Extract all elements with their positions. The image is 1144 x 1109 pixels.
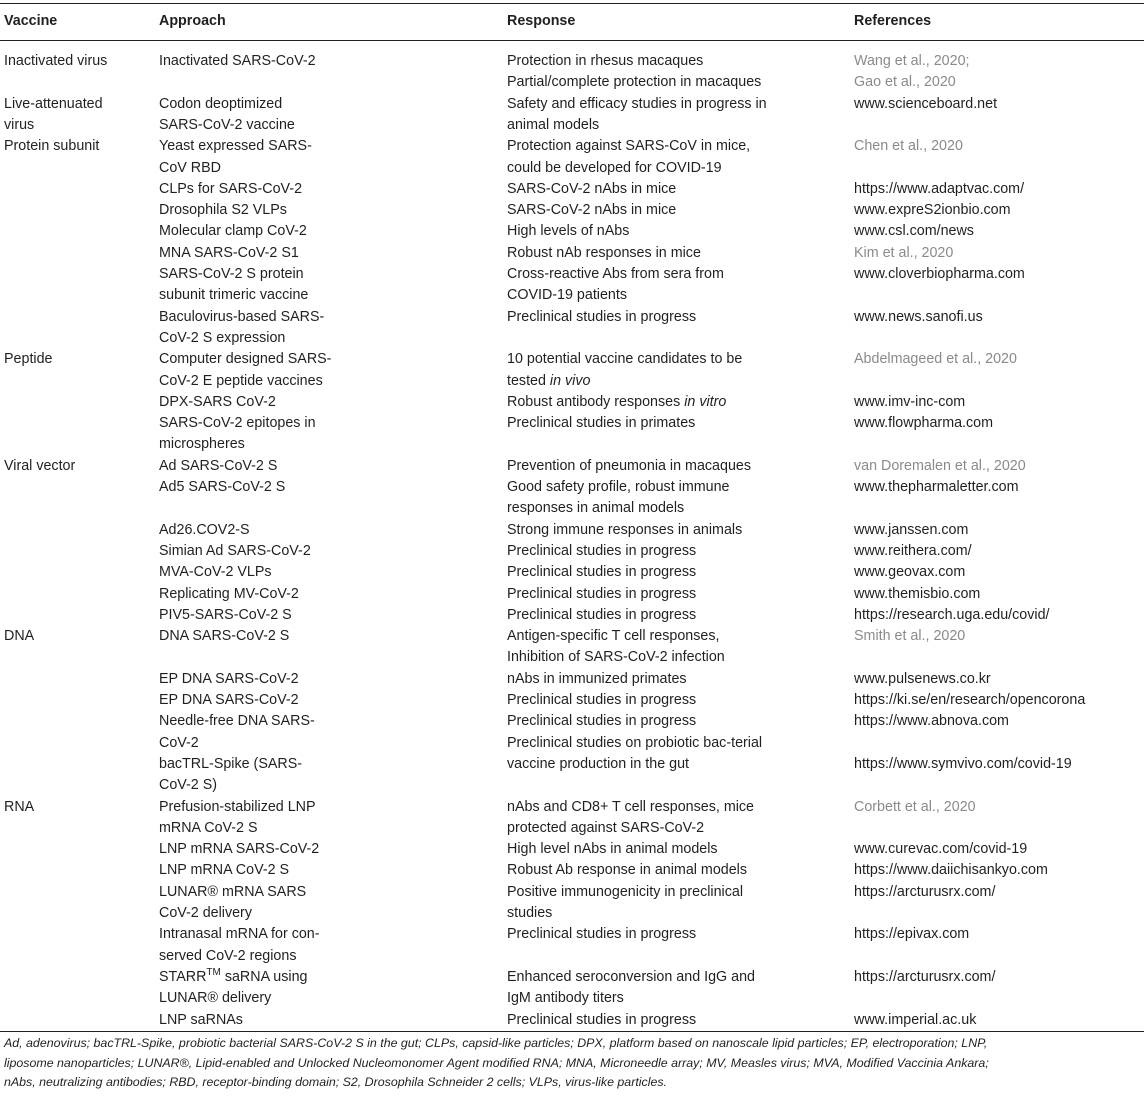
response-cell: [507, 94, 767, 115]
approach-text: LNP saRNAs: [159, 1011, 243, 1028]
response-cell: [507, 392, 726, 413]
approach-text: MVA-CoV-2 VLPs: [159, 564, 272, 581]
reference-url: www.pulsenews.co.kr: [854, 670, 991, 687]
response-text: SARS-CoV-2 nAbs in mice: [507, 202, 677, 219]
reference-url: https://research.uga.edu/covid/: [854, 606, 1050, 623]
response-text: studies: [507, 905, 553, 921]
response-text: Safety and efficacy studies in progress in: [507, 95, 767, 112]
response-cell: [507, 158, 722, 179]
response-cell: [507, 903, 552, 924]
vaccine-cell: Peptide: [4, 351, 53, 368]
vaccine-cell: DNA: [4, 628, 35, 645]
response-text: Robust antibody responses: [507, 393, 685, 410]
reference-url: https://www.daiichisankyo.com: [854, 862, 1048, 879]
approach-cell: [159, 605, 292, 626]
approach-cell: [159, 584, 299, 605]
approach-cell: [159, 136, 312, 157]
response-cell: [507, 924, 696, 945]
response-cell: [507, 456, 751, 477]
response-cell: [507, 839, 718, 860]
approach-text: Computer designed SARS-: [159, 351, 332, 368]
approach-text: DNA SARS-CoV-2 S: [159, 628, 290, 645]
response-italic: in vitro: [684, 393, 727, 410]
response-text: Partial/complete protection in macaques: [507, 74, 762, 91]
response-text: Protection against SARS-CoV in mice,: [507, 138, 751, 155]
approach-text: SARS-CoV-2 S protein: [159, 266, 304, 282]
reference-url: www.janssen.com: [854, 521, 969, 538]
response-cell: [507, 498, 684, 519]
response-cell: [507, 626, 719, 647]
approach-text: CoV-2 E peptide vaccines: [159, 372, 323, 389]
response-cell: [507, 477, 730, 498]
approach-text: LNP mRNA SARS-CoV-2: [159, 841, 320, 858]
approach-cell: [159, 903, 252, 924]
response-cell: [507, 371, 590, 392]
reference-url: www.thepharmaletter.com: [854, 479, 1019, 495]
approach-text: mRNA CoV-2 S: [159, 819, 258, 836]
approach-text: LUNAR® delivery: [159, 990, 272, 1007]
response-cell: [507, 136, 750, 157]
approach-text: CoV-2 S expression: [159, 329, 286, 346]
reference-url: https://arcturusrx.com/: [854, 968, 996, 985]
reference-url: www.news.sanofi.us: [854, 308, 983, 325]
approach-cell: [159, 626, 289, 647]
response-text: animal models: [507, 116, 600, 133]
approach-text: CoV-2: [159, 734, 199, 751]
response-cell: [507, 200, 676, 221]
approach-cell: [159, 221, 307, 242]
citation-link[interactable]: Chen et al., 2020: [854, 138, 963, 155]
reference-url: www.themisbio.com: [854, 585, 981, 602]
response-text: Strong immune responses in animals: [507, 521, 743, 538]
response-text: Preclinical studies on probiotic bac-terial: [507, 734, 763, 751]
response-cell: [507, 669, 687, 690]
response-text: Cross-reactive Abs from sera from: [507, 266, 724, 282]
response-cell: [507, 754, 689, 775]
response-cell: [507, 285, 627, 306]
approach-cell: [159, 946, 296, 967]
approach-text: Molecular clamp CoV-2: [159, 223, 307, 240]
reference-url: www.csl.com/news: [854, 223, 974, 240]
approach-text: subunit trimeric vaccine: [159, 287, 309, 304]
approach-text: EP DNA SARS-CoV-2: [159, 670, 299, 687]
approach-text: Codon deoptimized: [159, 95, 283, 112]
approach-cell: [159, 711, 315, 732]
response-text: Enhanced seroconversion and IgG and: [507, 968, 755, 985]
response-cell: [507, 179, 676, 200]
response-italic: in vivo: [549, 372, 591, 389]
approach-cell: [159, 115, 295, 136]
response-text: could be developed for COVID-19: [507, 159, 722, 176]
approach-cell: [159, 158, 221, 179]
approach-text: Intranasal mRNA for con-: [159, 926, 320, 943]
header-vaccine: Vaccine: [4, 13, 58, 29]
approach-cell: [159, 988, 271, 1009]
response-text: Robust nAb responses in mice: [507, 244, 701, 261]
response-cell: [507, 818, 704, 839]
citation-link[interactable]: van Doremalen et al., 2020: [854, 457, 1026, 474]
response-text: Protection in rhesus macaques: [507, 53, 704, 69]
response-cell: [507, 562, 696, 583]
response-text: High levels of nAbs: [507, 223, 630, 240]
approach-cell: [159, 328, 285, 349]
response-text: Preclinical studies in progress: [507, 1011, 697, 1028]
approach-cell: [159, 51, 316, 72]
reference-url: www.scienceboard.net: [854, 95, 998, 112]
reference-url: https://www.symvivo.com/covid-19: [854, 755, 1072, 772]
reference-url: https://www.abnova.com: [854, 713, 1009, 730]
approach-cell: [159, 477, 285, 498]
approach-text: SARS-CoV-2 vaccine: [159, 116, 295, 133]
response-text: Good safety profile, robust immune: [507, 479, 730, 495]
approach-text: LNP mRNA CoV-2 S: [159, 862, 290, 879]
footnote-line: Ad, adenovirus; bacTRL-Spike, probiotic bacterial SARS-CoV-2 S in the gut; CLPs, capsid-like particles; DPX, platform based on nanoscale lipid particles; EP, electroporation; LNP,: [4, 1036, 988, 1050]
reference-url: www.imperial.ac.uk: [854, 1011, 977, 1028]
approach-text-tail: saRNA using: [220, 968, 308, 985]
response-cell: [507, 51, 703, 72]
response-cell: [507, 520, 742, 541]
approach-text: Ad26.COV2-S: [159, 521, 250, 538]
header-approach: Approach: [159, 13, 226, 29]
approach-cell: [159, 200, 287, 221]
approach-cell: [159, 924, 320, 945]
approach-cell: [159, 243, 299, 264]
approach-cell: [159, 818, 258, 839]
approach-cell: [159, 349, 331, 370]
response-text: Preclinical studies in progress: [507, 926, 697, 943]
reference-url: https://ki.se/en/research/opencorona: [854, 692, 1086, 708]
citation-link[interactable]: Kim et al., 2020: [854, 244, 954, 261]
response-text: Inhibition of SARS-CoV-2 infection: [507, 649, 725, 666]
approach-cell: [159, 754, 302, 775]
response-cell: [507, 541, 696, 562]
footnote-line: nAbs, neutralizing antibodies; RBD, receptor-binding domain; S2, Drosophila Schneider 2 cells; VLPs, virus-like particles.: [4, 1075, 668, 1089]
approach-cell: [159, 690, 299, 711]
approach-text: Needle-free DNA SARS-: [159, 713, 315, 730]
approach-cell: [159, 882, 306, 903]
approach-text: CLPs for SARS-CoV-2: [159, 180, 303, 197]
response-cell: [507, 72, 761, 93]
response-text: responses in animal models: [507, 500, 685, 517]
citation-link[interactable]: Abdelmageed et al., 2020: [854, 351, 1017, 368]
reference-url: www.imv-inc-com: [854, 393, 966, 410]
response-text: 10 potential vaccine candidates to be: [507, 351, 743, 368]
response-text: Preclinical studies in progress: [507, 713, 697, 730]
reference-url: https://arcturusrx.com/: [854, 883, 996, 900]
approach-cell: [159, 307, 324, 328]
approach-cell: [159, 456, 277, 477]
vaccine-cell: Protein subunit: [4, 138, 100, 155]
approach-cell: [159, 520, 250, 541]
reference-url: www.flowpharma.com: [854, 415, 994, 432]
approach-text: CoV RBD: [159, 159, 221, 176]
response-text: Positive immunogenicity in preclinical: [507, 883, 743, 900]
response-text: Antigen-specific T cell responses,: [507, 628, 720, 645]
approach-text: SARS-CoV-2 epitopes in: [159, 415, 316, 432]
vaccine-cell: virus: [4, 116, 35, 133]
response-cell: [507, 733, 762, 754]
vaccine-cell: Viral vector: [4, 457, 76, 474]
response-text: SARS-CoV-2 nAbs in mice: [507, 180, 677, 197]
response-cell: [507, 413, 695, 434]
response-cell: [507, 690, 696, 711]
reference-url: www.expreS2ionbio.com: [854, 202, 1011, 219]
header-rule: [0, 40, 1144, 41]
response-cell: [507, 711, 696, 732]
citation-link[interactable]: Gao et al., 2020: [854, 74, 956, 91]
vaccine-cell: Inactivated virus: [4, 53, 108, 69]
approach-cell: [159, 967, 307, 988]
approach-text: bacTRL-Spike (SARS-: [159, 755, 303, 772]
response-cell: [507, 264, 724, 285]
approach-cell: [159, 860, 289, 881]
approach-text: CoV-2 delivery: [159, 905, 252, 921]
approach-cell: [159, 775, 217, 796]
approach-text: PIV5-SARS-CoV-2 S: [159, 606, 292, 623]
approach-cell: [159, 413, 316, 434]
response-cell: [507, 647, 725, 668]
reference-url: https://epivax.com: [854, 926, 970, 943]
approach-text: MNA SARS-CoV-2 S1: [159, 244, 299, 261]
response-text: Preclinical studies in progress: [507, 585, 697, 602]
response-cell: [507, 882, 743, 903]
response-text: vaccine production in the gut: [507, 755, 690, 772]
approach-cell: [159, 797, 316, 818]
response-text: protected against SARS-CoV-2: [507, 819, 705, 836]
response-text: Preclinical studies in progress: [507, 308, 697, 325]
approach-cell: [159, 839, 319, 860]
approach-cell: [159, 371, 323, 392]
reference-url: www.reithera.com/: [854, 542, 972, 559]
approach-text: Drosophila S2 VLPs: [159, 202, 287, 219]
response-cell: [507, 1010, 696, 1031]
approach-text: Yeast expressed SARS-: [159, 138, 312, 155]
approach-cell: [159, 285, 308, 306]
response-text: COVID-19 patients: [507, 287, 627, 304]
approach-cell: [159, 94, 282, 115]
response-cell: [507, 988, 624, 1009]
response-text: Preclinical studies in progress: [507, 564, 697, 581]
response-text: High level nAbs in animal models: [507, 841, 718, 858]
response-text: Preclinical studies in progress: [507, 692, 697, 708]
response-cell: [507, 797, 754, 818]
approach-text: Ad SARS-CoV-2 S: [159, 457, 278, 474]
approach-cell: [159, 562, 272, 583]
approach-cell: [159, 264, 304, 285]
approach-text: Prefusion-stabilized LNP: [159, 798, 316, 815]
response-cell: [507, 221, 629, 242]
reference-url: https://www.adaptvac.com/: [854, 180, 1025, 197]
response-text: Preclinical studies in progress: [507, 606, 697, 623]
response-text: Robust Ab response in animal models: [507, 862, 748, 879]
citation-link[interactable]: Wang et al., 2020;: [854, 53, 970, 69]
footnote-line: liposome nanoparticles; LUNAR®, Lipid-enabled and Unlocked Nucleomonomer Agent modified RNA; MNA, Microneedle array; MV, Measles virus; MVA, Modified Vaccinia Ankara;: [4, 1055, 989, 1070]
table-footnote: [4, 1034, 1140, 1093]
vaccine-cell: RNA: [4, 798, 35, 815]
response-cell: [507, 584, 696, 605]
header-references: References: [854, 13, 932, 29]
approach-text: CoV-2 S): [159, 777, 218, 794]
approach-text: Simian Ad SARS-CoV-2: [159, 542, 311, 559]
reference-url: www.cloverbiopharma.com: [854, 266, 1025, 282]
citation-link[interactable]: Smith et al., 2020: [854, 628, 966, 645]
response-text: nAbs and CD8+ T cell responses, mice: [507, 798, 755, 815]
approach-cell: [159, 733, 199, 754]
response-text: tested: [507, 372, 550, 389]
response-text: Prevention of pneumonia in macaques: [507, 457, 751, 474]
response-text: nAbs in immunized primates: [507, 670, 687, 687]
approach-text: Baculovirus-based SARS-: [159, 308, 325, 325]
reference-url: www.geovax.com: [854, 564, 966, 581]
approach-text: Replicating MV-CoV-2: [159, 585, 299, 602]
response-cell: [507, 115, 599, 136]
approach-text: served CoV-2 regions: [159, 947, 297, 964]
top-rule: [0, 3, 1144, 4]
response-text: IgM antibody titers: [507, 990, 624, 1007]
citation-link[interactable]: Corbett et al., 2020: [854, 798, 976, 815]
approach-cell: [159, 392, 276, 413]
approach-text: Ad5 SARS-CoV-2 S: [159, 479, 286, 495]
approach-cell: [159, 669, 299, 690]
approach-text: STARR: [159, 968, 207, 985]
response-cell: [507, 243, 701, 264]
approach-text: EP DNA SARS-CoV-2: [159, 692, 299, 708]
response-text: Preclinical studies in progress: [507, 542, 697, 559]
response-cell: [507, 967, 755, 988]
approach-cell: [159, 1010, 243, 1031]
response-text: Preclinical studies in primates: [507, 415, 696, 432]
approach-cell: [159, 434, 245, 455]
reference-url: www.curevac.com/covid-19: [854, 841, 1028, 858]
bottom-rule: [0, 1031, 1144, 1032]
approach-cell: [159, 179, 302, 200]
response-cell: [507, 605, 696, 626]
approach-text: LUNAR® mRNA SARS: [159, 883, 307, 900]
approach-text: DPX-SARS CoV-2: [159, 393, 276, 410]
response-cell: [507, 860, 747, 881]
approach-cell: [159, 541, 311, 562]
vaccine-cell: Live-attenuated: [4, 95, 103, 112]
response-cell: [507, 307, 696, 328]
approach-text: microspheres: [159, 436, 245, 453]
trademark-superscript: TM: [206, 967, 221, 979]
response-cell: [507, 349, 742, 370]
approach-text: Inactivated SARS-CoV-2: [159, 53, 316, 69]
header-response: Response: [507, 13, 576, 29]
